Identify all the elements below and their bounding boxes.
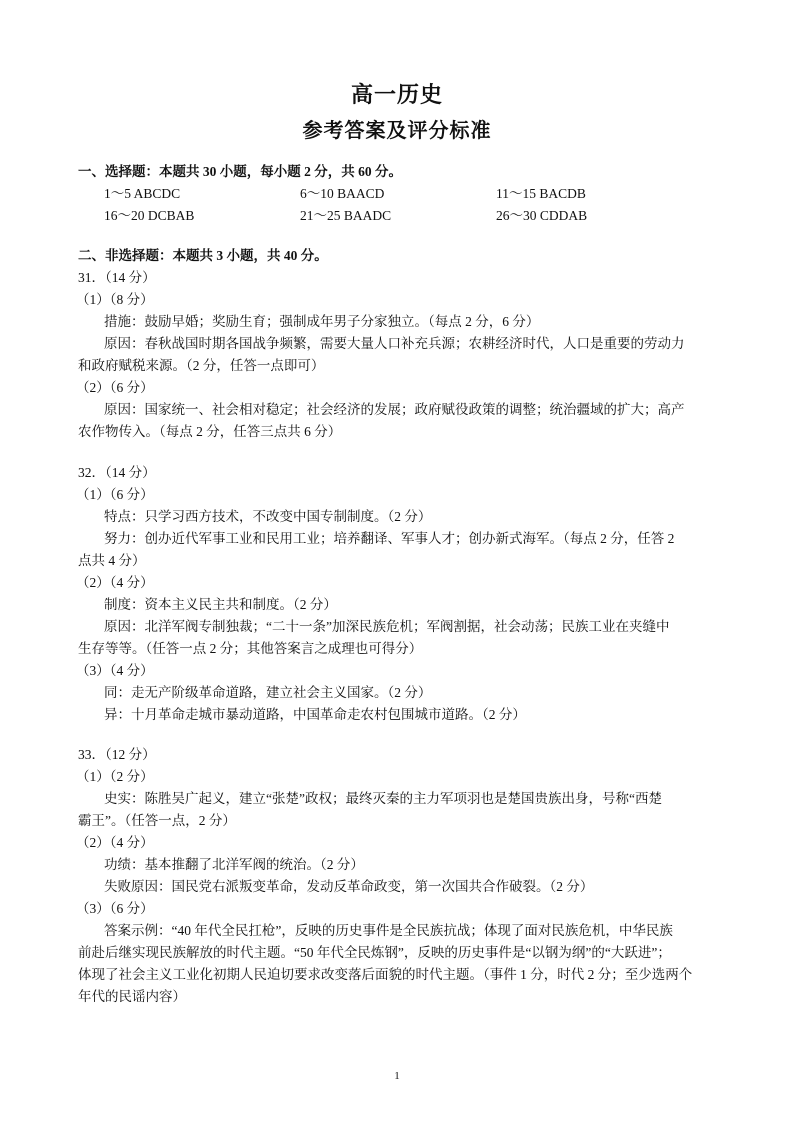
page-subtitle: 参考答案及评分标准 [302,120,492,142]
sub-question-label: （1）（2 分） [76,769,154,784]
section-1-heading: 一、选择题：本题共 30 小题，每小题 2 分，共 60 分。 [78,164,402,179]
sub-question-label: （3）（6 分） [76,901,154,916]
answer-text: 前赴后继实现民族解放的时代主题。“50 年代全民炼钢”，反映的历史事件是“以钢为纲”的“大跃进”； [78,945,671,960]
page-title: 高一历史 [350,82,443,107]
answer-group: 1～5 ABCDC [104,186,181,201]
answer-text: 原因：北洋军阀专制独裁；“二十一条”加深民族危机；军阀割据，社会动荡；民族工业在夹缝中 [104,619,670,634]
answer-group: 11～15 BACDB [496,186,586,201]
answer-text: 特点：只学习西方技术，不改变中国专制制度。（2 分） [104,509,432,524]
section-2-heading: 二、非选择题：本题共 3 小题，共 40 分。 [78,248,328,263]
answer-text: 答案示例：“40 年代全民扛枪”，反映的历史事件是全民族抗战；体现了面对民族危机，中华民族 [104,923,673,938]
answer-text: 失败原因：国民党右派叛变革命，发动反革命政变，第一次国共合作破裂。（2 分） [104,879,594,894]
answer-text: 年代的民谣内容） [78,989,186,1004]
answer-text: 努力：创办近代军事工业和民用工业；培养翻译、军事人才；创办新式海军。（每点 2 分，任答 2 [104,531,675,546]
question-number: 32．（14 分） [78,465,156,480]
sub-question-label: （2）（4 分） [76,835,154,850]
answer-text: 点共 4 分） [78,553,146,568]
answer-text: 原因：国家统一、社会相对稳定；社会经济的发展；政府赋役政策的调整；统治疆域的扩大；高产 [104,402,685,417]
answer-text: 措施：鼓励早婚；奖励生育；强制成年男子分家独立。（每点 2 分，6 分） [104,314,540,329]
answer-group: 16～20 DCBAB [104,208,195,223]
sub-question-label: （2）（4 分） [76,575,154,590]
answer-text: 霸王”。（任答一点，2 分） [78,813,236,828]
answer-group: 21～25 BAADC [300,208,392,223]
question-number: 33．（12 分） [78,747,156,762]
answer-text: 农作物传入。（每点 2 分，任答三点共 6 分） [78,424,342,439]
answer-group: 26～30 CDDAB [496,208,588,223]
sub-question-label: （3）（4 分） [76,663,154,678]
sub-question-label: （1）（6 分） [76,487,154,502]
answer-text: 体现了社会主义工业化初期人民迫切要求改变落后面貌的时代主题。（事件 1 分，时代 2 分；至少选两个 [78,967,693,982]
sub-question-label: （2）（6 分） [76,380,154,395]
answer-group: 6～10 BAACD [300,186,385,201]
answer-text: 功绩：基本推翻了北洋军阀的统治。（2 分） [104,857,364,872]
question-number: 31．（14 分） [78,270,156,285]
answer-text: 原因：春秋战国时期各国战争频繁，需要大量人口补充兵源；农耕经济时代，人口是重要的劳动力 [104,336,685,351]
page-number: 1 [394,1070,400,1082]
answer-text: 异：十月革命走城市暴动道路，中国革命走农村包围城市道路。（2 分） [104,707,526,722]
answer-text: 制度：资本主义民主共和制度。（2 分） [104,597,337,612]
answer-text: 同：走无产阶级革命道路，建立社会主义国家。（2 分） [104,685,432,700]
answer-text: 生存等等。（任答一点 2 分；其他答案言之成理也可得分） [78,641,423,656]
sub-question-label: （1）（8 分） [76,292,154,307]
answer-text: 史实：陈胜吴广起义，建立“张楚”政权；最终灭秦的主力军项羽也是楚国贵族出身，号称“西楚 [104,791,662,806]
answer-text: 和政府赋税来源。（2 分，任答一点即可） [78,358,325,373]
